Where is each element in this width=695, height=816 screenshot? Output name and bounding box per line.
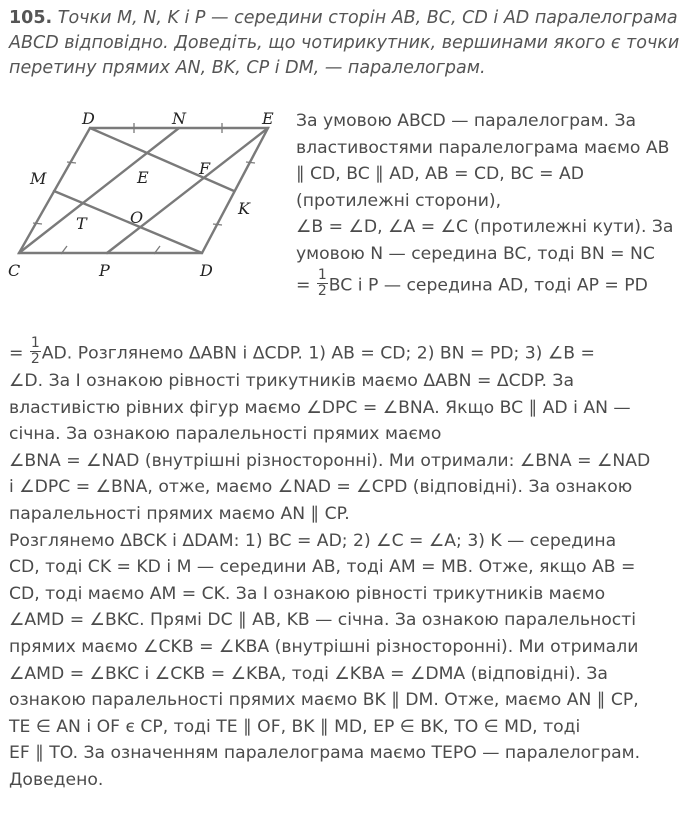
solution-line: і ∠DPC = ∠BNA, отже, маємо ∠NAD = ∠CPD (відповідні). За ознакою [9,477,633,498]
solution-line: За умовою ABCD — паралелограм. За [296,111,637,131]
solution-line: CD, тоді маємо AM = CK. За І ознакою рівності трикутників маємо [9,583,606,604]
label-d-top: D [82,109,95,128]
problem-number: 105. [9,8,53,28]
solution-line: (протилежні сторони), [296,190,502,211]
solution-line: ∥ CD, BC ∥ AD, AB = CD, BC = AD [296,164,584,185]
label-f: F [199,159,211,178]
label-k: K [238,199,250,218]
solution-line: ∠D. За І ознакою рівності трикутників маємо ΔABN = ΔCDP. За [9,371,574,391]
solution-line: ∠AMD = ∠BKC. Прямі DC ∥ AB, KB — січна. За ознакою паралельності [9,610,637,631]
solution-line-fraction [9,335,693,368]
solution-line-fraction [296,266,692,300]
fraction-prefix: = [9,343,29,364]
fraction-one-half [30,336,41,367]
label-p: P [99,261,110,280]
fraction-one-half [317,268,328,299]
solution-line: ∠BNA = ∠NAD (внутрішні різносторонні). Ми отримали: ∠BNA = ∠NAD [9,450,651,471]
solution-line: Доведено. [9,769,104,790]
problem-statement [9,6,689,81]
solution-right-column [296,108,692,300]
solution-line: ∠AMD = ∠BKC і ∠CKB = ∠KBA, тоді ∠KBA = ∠DMA (відповідні). За [9,663,608,684]
solution-line: прямих маємо ∠CKB = ∠KBA (внутрішні різносторонні). Ми отримали [9,636,639,657]
solution-line: CD, тоді CK = KD і M — середини AB, тоді AM = MB. Отже, якщо AB = [9,557,636,578]
parallelogram-figure [6,106,292,286]
fraction-prefix: = [296,275,316,296]
solution-main-text [9,335,693,794]
problem-text: Точки M, N, K і P — середини сторін AB, BC, CD і AD паралелограма ABCD відповідно. Доведіть, що чотирикутник, вершинами якого є точки перетину прямих AN, BK, CP і DM, — паралелограм. [9,8,680,78]
label-d-bottom: D [200,261,213,280]
solution-line: властивостями паралелограма маємо AB [296,137,670,158]
solution-line: умовою N — середина BC, тоді BN = NC [296,243,655,264]
label-t: T [76,214,87,233]
solution-line: Розглянемо ΔBCK і ΔDAM: 1) BC = AD; 2) ∠C = ∠A; 3) K — середина [9,530,617,551]
label-e-mid: E [137,168,149,187]
label-c: C [8,261,21,280]
fraction-denominator: 2 [317,282,327,299]
solution-line: EF ∥ TO. За означенням паралелограма маємо TEPO — паралелограм. [9,743,641,764]
fraction-suffix: BC і P — середина AD, тоді AP = PD [328,275,648,296]
solution-line: паралельності прямих маємо AN ∥ CP. [9,503,350,524]
solution-line: січна. За ознакою паралельності прямих маємо [9,424,442,445]
label-n: N [172,109,186,128]
solution-line: властивістю рівних фігур маємо ∠DPC = ∠BNA. Якщо BC ∥ AD і AN — [9,397,631,418]
label-m: M [30,169,47,188]
fraction-numerator: 1 [30,335,40,351]
fraction-suffix: AD. Розглянемо ΔABN і ΔCDP. 1) AB = CD; 2) BN = PD; 3) ∠B = [41,343,595,364]
label-e-top: E [262,109,274,128]
tick-marks [33,123,255,254]
solution-line: TE ∈ AN і OF є CP, тоді TE ∥ OF, BK ∥ MD, EP ∈ BK, TO ∈ MD, тоді [9,716,581,737]
fraction-denominator: 2 [30,351,40,367]
solution-line: ознакою паралельності прямих маємо BK ∥ DM. Отже, маємо AN ∥ CP, [9,690,639,711]
fraction-numerator: 1 [317,266,327,283]
solution-line: ∠B = ∠D, ∠A = ∠C (протилежні кути). За [296,217,674,238]
label-o: O [130,208,144,227]
